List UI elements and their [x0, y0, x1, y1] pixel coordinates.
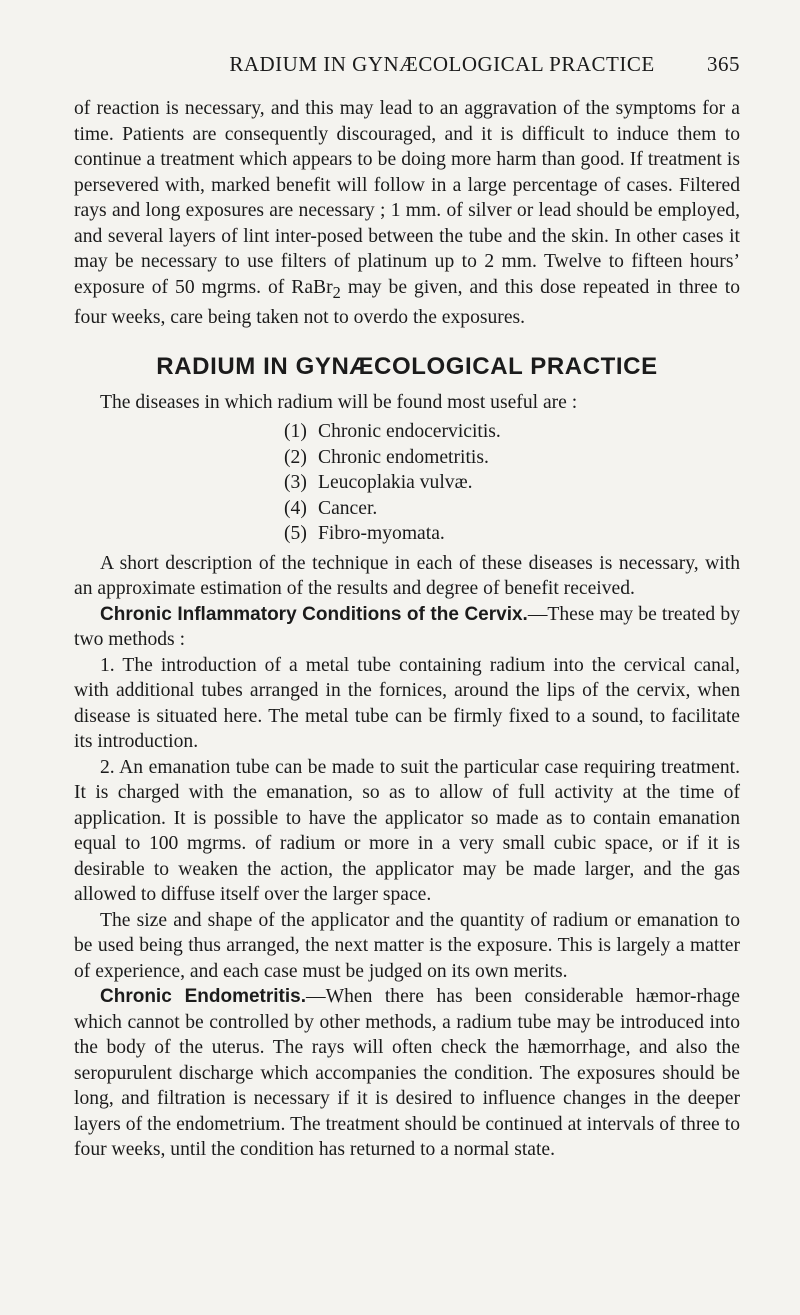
list-item-text: Chronic endometritis. — [318, 446, 489, 468]
endometritis-heading: Chronic Endometritis. — [100, 986, 307, 1008]
list-item — [284, 445, 740, 471]
list-item-number: (1) — [284, 421, 307, 443]
list-item-number: (3) — [284, 472, 307, 494]
cervix-text: —These may be treated by two methods : — [74, 603, 740, 651]
book-page — [74, 52, 740, 1163]
intro-paragraph — [74, 96, 740, 330]
page-number: 365 — [707, 52, 740, 76]
list-item-number: (5) — [284, 523, 307, 545]
list-item — [284, 521, 740, 547]
formula-subscript: 2 — [332, 282, 341, 302]
exposure-paragraph: The size and shape of the applicator and the quantity of radium or emanation to be used being thus arranged, the next matter is the exposure. This is largely a matter of experience, and each case must be judged on its own merits. — [74, 909, 740, 982]
description-paragraph: A short description of the technique in each of these diseases is necessary, with an approximate estimation of the results and degree of benefit received. — [74, 552, 740, 600]
list-item-number: (2) — [284, 446, 307, 468]
endometritis-paragraph — [74, 984, 740, 1163]
list-item — [284, 496, 740, 522]
list-item-number: (4) — [284, 497, 307, 519]
method-2-paragraph: 2. An emanation tube can be made to suit the particular case requiring treatment. It is charged with the emanation, so as to allow of full activity at the time of application. It is possible to have the applicator so made as to contain emanation equal to 100 mgrms. of radium or more in a very small cubic space, or if it is desirable to weaken the action, the applicator may be made larger, and the gas allowed to diffuse itself over the larger space. — [74, 756, 740, 906]
list-item-text: Chronic endocervicitis. — [318, 421, 501, 443]
diseases-lead-in: The diseases in which radium will be found most useful are : — [100, 391, 578, 413]
diseases-list — [74, 419, 740, 547]
intro-text-after-formula: may be given, and this dose repeated in three to four weeks, care being taken not to overdo the exposures. — [74, 276, 740, 328]
cervix-paragraph — [74, 602, 740, 653]
intro-text-before-formula: of reaction is necessary, and this may lead to an aggravation of the symptoms for a time. Patients are consequently discouraged, and it is difficult to induce them to continue a treatment which appears to be doing more harm than good. If treatment is persevered with, marked benefit will follow in a large percentage of cases. Filtered rays and long exposures are necessary ; 1 mm. of silver or lead should be employed, and several layers of lint inter-posed between the tube and the skin. In other cases it may be necessary to use filters of platinum up to 2 mm. Twelve to fifteen hours’ exposure of 50 mgrms. of RaBr — [74, 98, 740, 298]
section-heading: RADIUM IN GYNÆCOLOGICAL PRACTICE — [156, 353, 658, 381]
running-header — [74, 52, 740, 82]
list-item — [284, 419, 740, 445]
list-item-text: Cancer. — [318, 497, 378, 519]
list-item-text: Fibro-myomata. — [318, 523, 445, 545]
list-item — [284, 470, 740, 496]
endometritis-text: —When there has been considerable hæmor-rhage which cannot be controlled by other methods, a radium tube may be introduced into the body of the uterus. The rays will often check the hæmorrhage, and also the seropurulent discharge which accompanies the condition. The exposures should be long, and filtration is necessary if it is desired to influence changes in the deeper layers of the endometrium. The treatment should be continued at intervals of three to four weeks, until the condition has returned to a normal state. — [74, 986, 740, 1161]
method-1-paragraph: 1. The introduction of a metal tube containing radium into the cervical canal, with additional tubes arranged in the fornices, around the lips of the cervix, when disease is situated here. The metal tube can be firmly fixed to a sound, to facilitate its introduction. — [74, 654, 740, 753]
cervix-heading: Chronic Inflammatory Conditions of the Cervix. — [100, 603, 528, 625]
body-text — [74, 96, 740, 1163]
list-item-text: Leucoplakia vulvæ. — [318, 472, 473, 494]
running-title: RADIUM IN GYNÆCOLOGICAL PRACTICE — [229, 52, 655, 76]
